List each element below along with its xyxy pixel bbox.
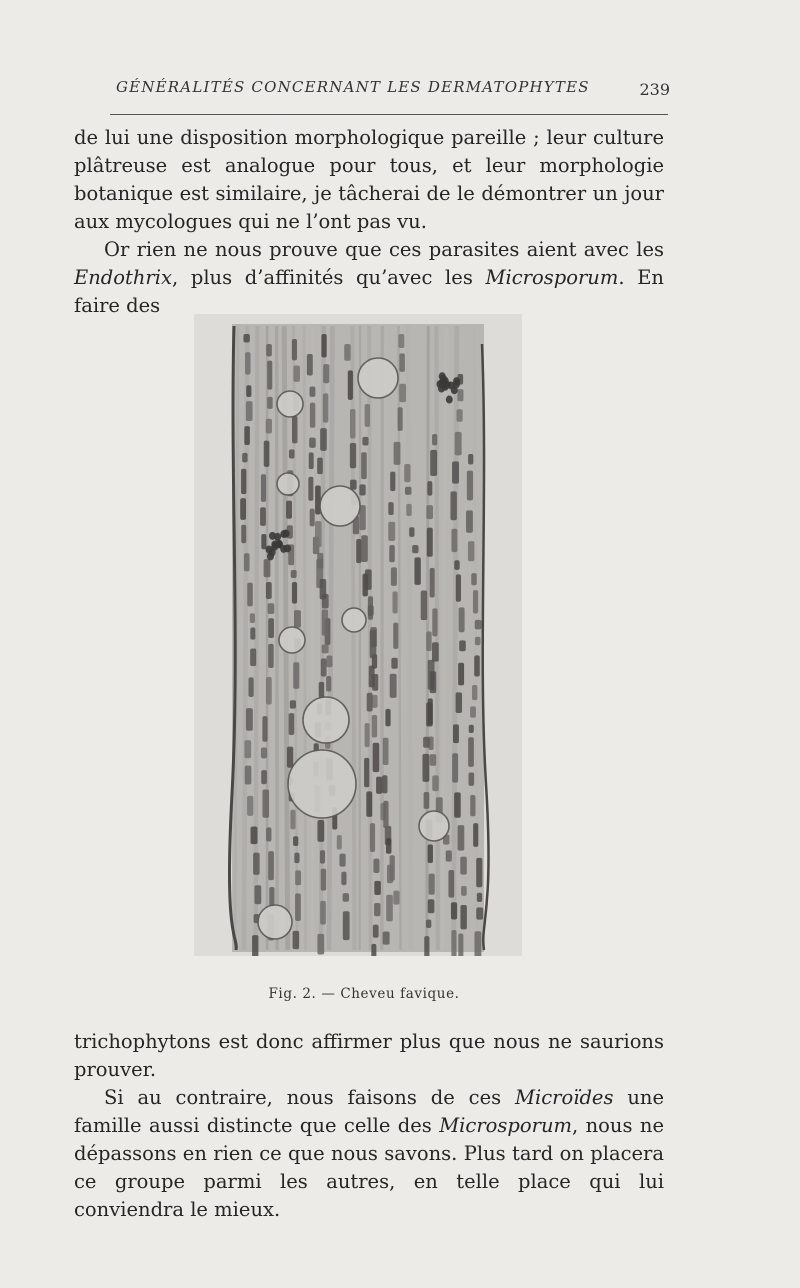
mycelium-segment [453, 724, 459, 743]
mycelium-segment [383, 738, 389, 765]
mycelium-segment [393, 623, 398, 649]
text-run: une famille aussi distincte que celle des [74, 1086, 665, 1137]
mycelium-segment [321, 658, 327, 676]
text-run: Or rien ne nous prouve que ces parasites aient avec les [104, 238, 664, 261]
mycelium-segment [427, 528, 433, 557]
mycelium-segment [366, 791, 372, 816]
mycelium-segment [244, 426, 250, 445]
mycelium-segment [458, 663, 464, 686]
mycelium-segment [293, 931, 300, 949]
mycelium-segment [244, 740, 251, 758]
mycelium-segment [468, 737, 474, 767]
mycelium-segment [253, 853, 260, 875]
air-bubble [279, 627, 305, 653]
mycelium-segment [470, 795, 475, 816]
mycelium-segment [373, 743, 380, 772]
mycelium-segment [376, 777, 382, 794]
mycelium-segment [337, 835, 342, 849]
text-run: . En faire des [74, 266, 664, 317]
spore [440, 375, 447, 383]
mycelium-segment [289, 713, 295, 735]
mycelium-segment [392, 591, 397, 613]
mycelium-segment [310, 386, 316, 396]
text-run: , plus d’affinités qu’avec les [171, 266, 486, 289]
mycelium-segment [457, 409, 463, 421]
mycelium-segment [427, 481, 432, 496]
mycelium-segment [391, 658, 397, 669]
page-header [110, 78, 670, 102]
mycelium-segment [290, 810, 295, 830]
mycelium-segment [368, 596, 373, 619]
mycelium-segment [317, 553, 323, 569]
mycelium-segment [359, 484, 365, 495]
mycelium-segment [471, 573, 477, 585]
spore [276, 540, 283, 548]
mycelium-segment [474, 655, 480, 676]
mycelium-segment [241, 525, 246, 544]
mycelium-segment [466, 510, 473, 532]
mycelium-segment [323, 364, 329, 383]
paragraph-microides [74, 1084, 664, 1224]
mycelium-segment [468, 541, 474, 561]
mycelium-segment [362, 437, 368, 446]
mycelium-segment [385, 709, 390, 726]
mycelium-segment [374, 881, 381, 895]
mycelium-segment [339, 854, 345, 867]
header-rule [110, 114, 668, 115]
mycelium-segment [309, 438, 316, 448]
mycelium-segment [248, 677, 253, 697]
mycelium-segment [317, 934, 324, 955]
mycelium-segment [293, 366, 300, 382]
mycelium-segment [412, 545, 418, 553]
mycelium-segment [266, 419, 272, 434]
mycelium-segment [268, 618, 274, 638]
mycelium-segment [473, 823, 478, 847]
mycelium-segment [432, 434, 437, 445]
mycelium-segment [266, 582, 272, 599]
mycelium-segment [266, 677, 272, 705]
mycelium-segment [421, 591, 427, 621]
air-bubble [277, 473, 299, 495]
hair-illustration [194, 314, 522, 956]
mycelium-segment [323, 393, 328, 422]
mycelium-segment [424, 936, 429, 956]
mycelium-segment [386, 838, 392, 854]
favus-hair-drawing [194, 314, 522, 956]
mycelium-segment [266, 344, 272, 356]
page-number: 239 [639, 80, 670, 99]
mycelium-segment [241, 469, 246, 494]
mycelium-segment [391, 567, 397, 585]
mycelium-segment [246, 708, 253, 731]
mycelium-segment [310, 509, 315, 527]
mycelium-segment [452, 461, 459, 483]
mycelium-segment [369, 666, 375, 688]
mycelium-segment [292, 416, 297, 444]
mycelium-segment [245, 766, 252, 785]
mycelium-segment [308, 477, 313, 501]
text-run: Si au contraire, nous faisons de ces [104, 1086, 516, 1109]
mycelium-segment [294, 853, 299, 863]
mycelium-segment [387, 865, 393, 884]
hair-fiber [408, 326, 411, 950]
mycelium-segment [320, 579, 327, 599]
mycelium-segment [319, 682, 324, 698]
air-bubble [258, 905, 292, 939]
mycelium-segment [356, 539, 361, 563]
mycelium-segment [370, 823, 375, 852]
mycelium-segment [250, 613, 255, 623]
mycelium-segment [423, 737, 430, 748]
mycelium-segment [242, 453, 247, 462]
mycelium-segment [432, 608, 437, 636]
mycelium-segment [409, 527, 414, 537]
mycelium-segment [404, 464, 410, 482]
mycelium-segment [246, 385, 251, 397]
mycelium-segment [446, 850, 452, 861]
mycelium-segment [343, 911, 350, 940]
hair-fiber [420, 326, 422, 950]
mycelium-segment [289, 449, 295, 458]
mycelium-segment [365, 404, 370, 427]
mycelium-segment [322, 609, 328, 635]
mycelium-segment [261, 534, 266, 549]
mycelium-segment [389, 545, 394, 562]
mycelium-segment [350, 480, 357, 490]
mycelium-segment [430, 568, 435, 598]
mycelium-segment [426, 702, 433, 726]
mycelium-segment [430, 450, 437, 476]
mycelium-segment [373, 859, 379, 873]
mycelium-segment [456, 574, 461, 601]
mycelium-segment [454, 792, 461, 817]
mycelium-segment [293, 662, 299, 689]
mycelium-segment [428, 844, 433, 863]
mycelium-segment [348, 370, 353, 400]
air-bubble [288, 750, 356, 818]
mycelium-segment [455, 432, 462, 456]
mycelium-segment [315, 521, 322, 547]
spore [269, 532, 276, 540]
mycelium-segment [460, 905, 466, 929]
spore [283, 530, 290, 538]
mycelium-segment [473, 590, 478, 613]
mycelium-segment [476, 907, 483, 919]
mycelium-segment [458, 933, 463, 956]
mycelium-segment [267, 397, 272, 409]
mycelium-segment [428, 899, 435, 913]
hair-fiber [466, 326, 467, 950]
mycelium-segment [292, 339, 297, 360]
mycelium-segment [448, 870, 454, 898]
mycelium-segment [364, 758, 369, 787]
mycelium-segment [398, 407, 403, 431]
mycelium-segment [426, 920, 431, 928]
hair-fiber [436, 326, 437, 950]
mycelium-segment [261, 474, 266, 502]
mycelium-segment [474, 931, 481, 956]
mycelium-segment [470, 706, 476, 717]
mycelium-segment [454, 560, 459, 570]
mycelium-segment [430, 671, 437, 693]
figure-caption: Fig. 2. — Cheveu favique. [268, 986, 460, 1002]
mycelium-segment [268, 644, 273, 668]
mycelium-segment [365, 723, 370, 747]
spore [265, 546, 272, 554]
mycelium-segment [264, 559, 271, 577]
mycelium-segment [424, 792, 430, 809]
mycelium-segment [429, 874, 435, 895]
mycelium-segment [475, 620, 482, 629]
mycelium-segment [268, 851, 274, 880]
mycelium-segment [451, 930, 456, 956]
mycelium-segment [361, 452, 367, 479]
mycelium-segment [365, 569, 372, 589]
mycelium-segment [286, 501, 292, 519]
mycelium-segment [468, 454, 473, 465]
mycelium-segment [451, 902, 457, 919]
mycelium-segment [373, 925, 379, 938]
air-bubble [358, 358, 398, 398]
mycelium-segment [459, 607, 465, 632]
mycelium-segment [426, 505, 433, 519]
mycelium-segment [372, 695, 378, 708]
air-bubble [277, 391, 303, 417]
mycelium-segment [430, 754, 437, 766]
mycelium-segment [477, 893, 482, 902]
mycelium-segment [467, 471, 473, 501]
genus-name: Microsporum [439, 1114, 573, 1137]
mycelium-segment [247, 583, 253, 607]
mycelium-segment [267, 361, 272, 390]
mycelium-segment [321, 334, 326, 357]
mycelium-segment [326, 676, 331, 692]
mycelium-segment [388, 502, 393, 515]
mycelium-segment [374, 903, 380, 916]
mycelium-segment [461, 886, 467, 896]
mycelium-segment [250, 648, 256, 666]
mycelium-segment [250, 628, 255, 640]
mycelium-segment [476, 858, 482, 887]
mycelium-segment [261, 747, 267, 758]
mycelium-segment [295, 893, 301, 921]
mycelium-segment [406, 504, 411, 516]
mycelium-segment [264, 441, 270, 467]
paragraph-trichophytons: trichophytons est donc affirmer plus que nous ne saurions prouver. [74, 1030, 664, 1081]
mycelium-segment [326, 655, 332, 667]
mycelium-segment [451, 529, 457, 552]
mycelium-segment [320, 428, 327, 451]
mycelium-segment [294, 610, 301, 628]
mycelium-segment [469, 725, 474, 733]
mycelium-segment [291, 570, 297, 578]
mycelium-segment [390, 472, 395, 491]
mycelium-segment [268, 603, 275, 614]
mycelium-segment [266, 827, 271, 841]
mycelium-segment [405, 487, 412, 495]
mycelium-segment [372, 715, 377, 737]
mycelium-segment [310, 403, 315, 428]
mycelium-segment [414, 557, 420, 584]
mycelium-segment [317, 820, 324, 842]
mycelium-segment [386, 895, 393, 922]
text-run: , nous ne dépassons en rien ce que nous savons. Plus tard on placera ce groupe parmi les autres, en telle place qui lui conviendra le mieux. [74, 1114, 664, 1221]
mycelium-segment [260, 507, 266, 526]
mycelium-segment [457, 389, 463, 401]
mycelium-segment [254, 885, 261, 904]
mycelium-segment [350, 443, 356, 468]
air-bubble [342, 608, 366, 632]
running-title: GÉNÉRALITÉS CONCERNANT LES DERMATOPHYTES [116, 78, 590, 96]
mycelium-segment [450, 491, 456, 520]
mycelium-segment [292, 582, 297, 604]
mycelium-segment [383, 801, 388, 828]
mycelium-segment [343, 893, 349, 902]
mycelium-segment [290, 700, 296, 708]
mycelium-segment [399, 384, 406, 403]
mycelium-segment [383, 932, 390, 945]
mycelium-segment [432, 775, 438, 791]
mycelium-segment [295, 870, 301, 885]
mycelium-segment [469, 772, 475, 785]
mycelium-segment [350, 409, 356, 438]
mycelium-segment [245, 352, 250, 375]
mycelium-segment [269, 887, 274, 907]
mycelium-segment [390, 674, 397, 698]
mycelium-segment [459, 640, 466, 651]
mycelium-segment [382, 775, 387, 793]
mycelium-segment [307, 354, 313, 376]
mycelium-segment [287, 747, 293, 768]
mycelium-segment [472, 685, 477, 700]
mycelium-segment [322, 644, 329, 653]
mycelium-segment [432, 642, 439, 661]
genus-name: Endothrix [74, 266, 172, 289]
mycelium-segment [361, 535, 368, 562]
mycelium-segment [246, 401, 253, 421]
mycelium-segment [321, 869, 326, 891]
spore [438, 384, 445, 392]
mycelium-segment [394, 442, 401, 465]
top-text-block [74, 124, 664, 320]
spore [453, 380, 460, 388]
mycelium-segment [247, 796, 253, 816]
mycelium-segment [458, 825, 465, 851]
mycelium-segment [320, 850, 325, 863]
air-bubble [320, 486, 360, 526]
paragraph-affinities [74, 236, 664, 320]
mycelium-segment [460, 857, 467, 875]
mycelium-segment [262, 716, 267, 742]
mycelium-segment [426, 631, 432, 651]
mycelium-segment [398, 334, 404, 348]
mycelium-segment [251, 826, 258, 844]
air-bubble [303, 697, 349, 743]
mycelium-segment [370, 630, 377, 658]
mycelium-segment [262, 789, 269, 817]
mycelium-segment [475, 637, 481, 646]
mycelium-segment [388, 522, 395, 541]
mycelium-segment [399, 353, 405, 371]
bottom-text-block [74, 1028, 664, 1224]
mycelium-segment [452, 753, 458, 782]
mycelium-segment [243, 334, 249, 343]
mycelium-segment [317, 458, 323, 475]
mycelium-segment [320, 901, 326, 925]
paragraph-continuation: de lui une disposition morphologique pareille ; leur culture plâtreuse est analogue pour tous, et leur morphologie botanique est similaire, je tâcherai de le démontrer un jour aux mycologues qui ne l’ont pas vu. [74, 126, 664, 233]
mycelium-segment [367, 693, 373, 712]
mycelium-segment [341, 872, 346, 886]
mycelium-segment [371, 944, 376, 956]
group-name: Microïdes [515, 1086, 614, 1109]
mycelium-segment [252, 935, 258, 956]
mycelium-segment [422, 754, 429, 782]
air-bubble [419, 811, 449, 841]
mycelium-segment [393, 891, 399, 905]
mycelium-segment [244, 553, 250, 571]
hair-fiber [454, 326, 457, 950]
mycelium-segment [293, 836, 298, 846]
mycelium-segment [261, 770, 267, 784]
mycelium-segment [240, 498, 246, 520]
mycelium-segment [456, 692, 462, 713]
genus-name: Microsporum [485, 266, 619, 289]
mycelium-segment [309, 452, 314, 469]
mycelium-segment [344, 344, 350, 361]
spore [446, 396, 453, 404]
